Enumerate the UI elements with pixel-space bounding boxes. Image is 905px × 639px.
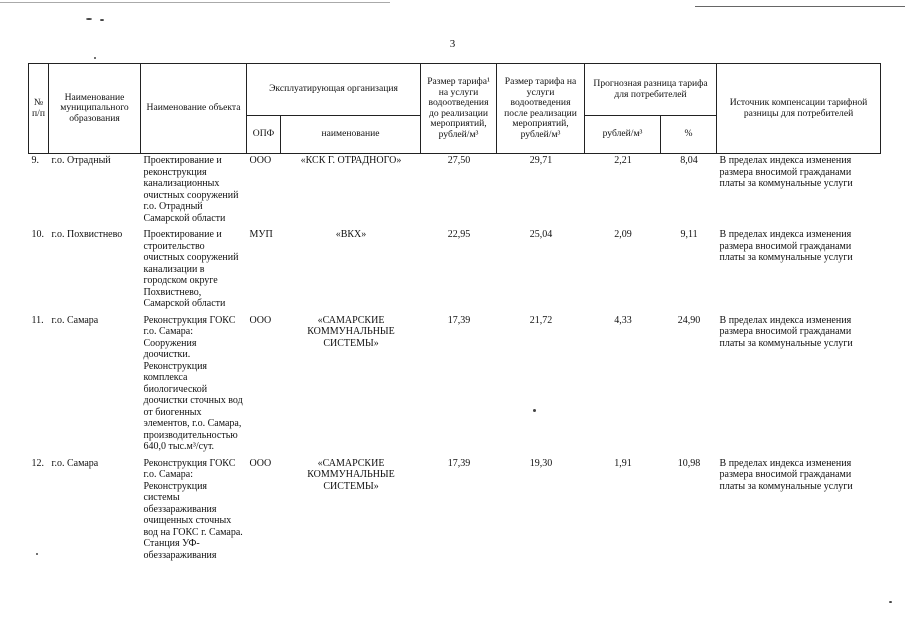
header-operator-name: наименование (281, 116, 421, 154)
row-municipality: г.о. Отрадный (51, 155, 111, 166)
row-number: 11. (31, 314, 44, 326)
scan-speck (86, 18, 92, 20)
row-tariff-before: 22,95 (447, 229, 471, 240)
header-object: Наименование объекта (141, 64, 247, 154)
row-source: В пределах индекса изменения размера вносимой гражданами платы за коммунальные услуги (719, 314, 853, 349)
row-operator-name: «ВКХ» (335, 229, 367, 240)
header-diff-pct: % (661, 116, 717, 154)
scan-speck (94, 57, 96, 59)
row-tariff-after: 29,71 (529, 155, 553, 166)
header-source: Источник компенсации тарифной разницы для потребителей (717, 64, 881, 154)
row-diff-pct: 8,04 (680, 155, 698, 166)
header-opf: ОПФ (247, 116, 281, 154)
header-operator: Эксплуатирующая организация (247, 64, 421, 116)
row-diff-rub: 2,09 (614, 229, 632, 240)
scan-line-top (0, 2, 390, 3)
header-tariff-after: Размер тарифа на услуги водоотведения после реализации мероприятий, рублей/м³ (497, 64, 585, 154)
row-tariff-before: 27,50 (447, 155, 471, 166)
table-row (29, 457, 881, 566)
row-diff-rub: 2,21 (614, 155, 632, 166)
row-municipality: г.о. Самара (51, 314, 99, 326)
row-tariff-after: 25,04 (529, 229, 553, 240)
row-operator-name: «САМАРСКИЕ КОММУНАЛЬНЫЕ СИСТЕМЫ» (307, 457, 395, 492)
row-tariff-after: 19,30 (529, 457, 553, 469)
row-tariff-before: 17,39 (447, 314, 471, 326)
row-opf: ООО (249, 155, 272, 166)
row-diff-pct: 24,90 (677, 314, 701, 326)
row-object: Реконструкция ГОКС г.о. Самара: Сооружения доочистки. Реконструкция комплекса биологической доочистки сточных вод от биогенных элементов, г.о. Самара, производительностью 640,0 тыс.м³/сут. (143, 314, 243, 452)
header-number: № п/п (29, 64, 49, 154)
row-municipality: г.о. Похвистнево (51, 229, 123, 240)
row-opf: ООО (249, 457, 272, 469)
header-municipality: Наименование муниципального образования (49, 64, 141, 154)
table-row (29, 154, 881, 229)
scan-speck (100, 19, 104, 21)
row-diff-pct: 9,11 (680, 229, 698, 240)
table-row (29, 228, 881, 314)
row-operator-name: «САМАРСКИЕ КОММУНАЛЬНЫЕ СИСТЕМЫ» (307, 314, 395, 349)
row-object: Проектирование и строительство очистных сооружений канализации в городском округе Похвистнево, Самарской области (143, 229, 239, 309)
row-source: В пределах индекса изменения размера вносимой гражданами платы за коммунальные услуги (719, 229, 853, 263)
header-tariff-before: Размер тарифа¹ на услуги водоотведения до реализации мероприятий, рублей/м³ (421, 64, 497, 154)
scan-speck (889, 601, 892, 603)
table-row (29, 314, 881, 457)
row-source: В пределах индекса изменения размера вносимой гражданами платы за коммунальные услуги (719, 155, 853, 189)
row-diff-rub: 1,91 (614, 457, 632, 469)
row-number: 9. (31, 155, 39, 166)
row-source: В пределах индекса изменения размера вносимой гражданами платы за коммунальные услуги (719, 457, 853, 492)
tariff-table (28, 63, 881, 565)
table-header-row (29, 64, 881, 116)
header-diff-rub: рублей/м³ (585, 116, 661, 154)
row-opf: МУП (249, 229, 273, 240)
row-tariff-after: 21,72 (529, 314, 553, 326)
row-operator-name: «КСК Г. ОТРАДНОГО» (300, 155, 402, 166)
row-tariff-before: 17,39 (447, 457, 471, 469)
page-number: 3 (449, 38, 456, 50)
row-number: 12. (31, 457, 44, 469)
row-object: Реконструкция ГОКС г.о. Самара: Реконструкция системы обеззараживания очищенных сточных вод на ГОКС г. Самара. Станция УФ-обеззараживания (143, 457, 243, 561)
header-diff: Прогнозная разница тарифа для потребителей (585, 64, 717, 116)
row-number: 10. (31, 229, 44, 240)
scan-line-top-right (695, 6, 905, 7)
row-diff-pct: 10,98 (677, 457, 701, 469)
row-object: Проектирование и реконструкция канализационных очистных сооружений г.о. Отрадный Самарской области (143, 155, 239, 224)
row-opf: ООО (249, 314, 272, 326)
row-municipality: г.о. Самара (51, 457, 99, 469)
row-diff-rub: 4,33 (614, 314, 632, 326)
